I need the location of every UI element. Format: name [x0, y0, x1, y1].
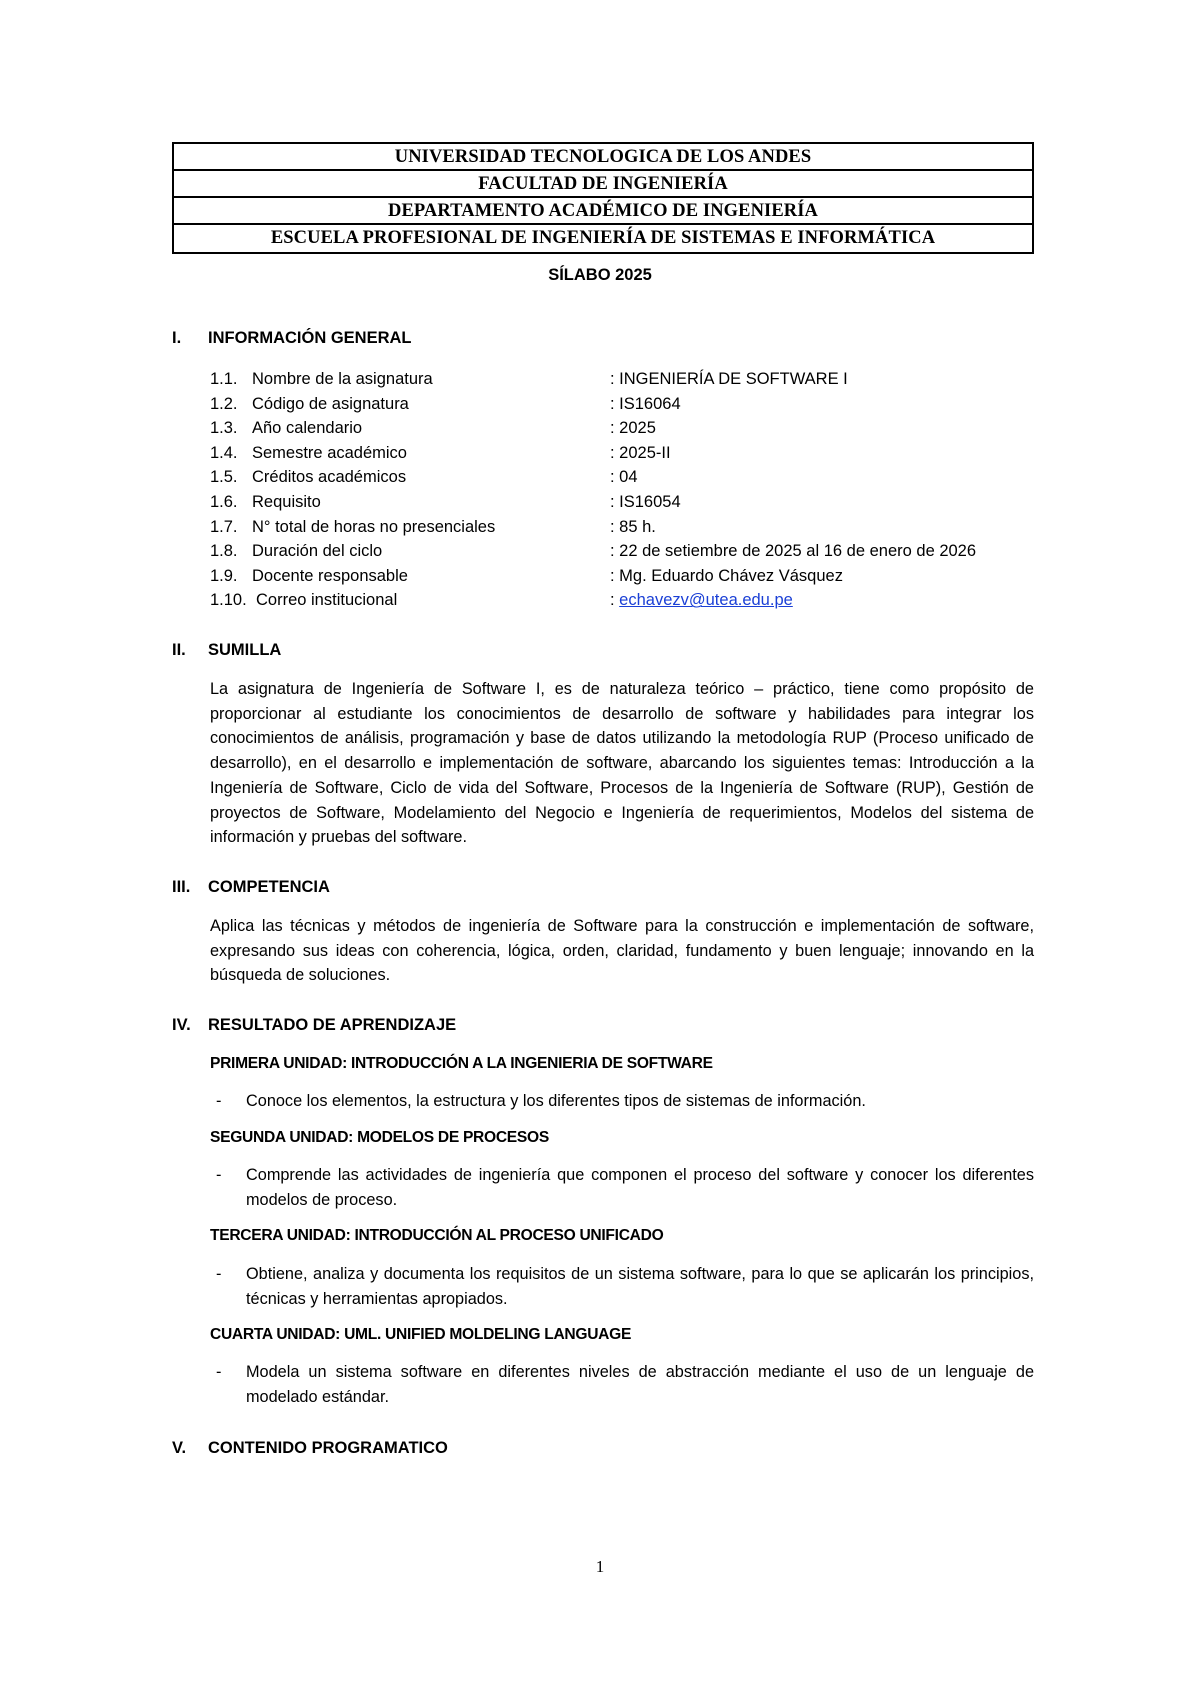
info-label: Créditos académicos — [252, 468, 407, 487]
info-row-semester — [210, 441, 1050, 466]
section-heading-resultado — [172, 1016, 456, 1035]
info-label: N° total de horas no presenciales — [252, 517, 496, 536]
institution-header — [172, 142, 1034, 254]
outcome-text: Modela un sistema software en diferentes niveles de abstracción mediante el uso de un lenguaje de modelado estándar. — [246, 1363, 1034, 1406]
info-label: Año calendario — [252, 419, 363, 438]
section-number: IV. — [172, 1016, 191, 1034]
bullet-dash: - — [216, 1092, 222, 1110]
bullet-dash: - — [216, 1166, 222, 1184]
unit-title-4: CUARTA UNIDAD: UML. UNIFIED MOLDELING LANGUAGE — [210, 1326, 632, 1343]
unit-title-3: TERCERA UNIDAD: INTRODUCCIÓN AL PROCESO UNIFICADO — [210, 1227, 664, 1244]
unit-title-1: PRIMERA UNIDAD: INTRODUCCIÓN A LA INGENIERIA DE SOFTWARE — [210, 1055, 713, 1072]
info-label: Requisito — [252, 492, 321, 511]
info-label: Nombre de la asignatura — [252, 370, 433, 388]
info-number: 1.10. — [210, 591, 247, 610]
info-number: 1.7. — [210, 517, 238, 536]
outcome-text: Comprende las actividades de ingeniería que componen el proceso del software y conocer los diferentes modelos de proceso. — [246, 1166, 1034, 1209]
unit-outcome-2 — [210, 1163, 1034, 1212]
section-heading-sumilla — [172, 641, 281, 660]
info-number: 1.8. — [210, 542, 238, 561]
outcome-text: Obtiene, analiza y documenta los requisitos de un sistema software, para lo que se aplicarán los principios, técnicas y herramientas apropiados. — [246, 1265, 1034, 1308]
unit-outcome-3 — [210, 1262, 1034, 1311]
unit-outcome-4 — [210, 1360, 1034, 1409]
info-value: : 2025 — [610, 419, 656, 438]
info-row-remote-hours — [210, 515, 1050, 540]
info-number: 1.9. — [210, 566, 238, 585]
info-number: 1.2. — [210, 394, 238, 413]
info-label: Semestre académico — [252, 443, 407, 462]
info-value: : 85 h. — [610, 517, 656, 536]
section-title: CONTENIDO PROGRAMATICO — [208, 1439, 448, 1457]
email-link[interactable]: echavezv@utea.edu.pe — [619, 591, 793, 610]
section-title: SUMILLA — [208, 641, 282, 659]
general-info-list — [210, 367, 1050, 613]
info-number: 1.1. — [210, 370, 238, 388]
info-row-instructor — [210, 564, 1050, 589]
info-row-prerequisite — [210, 490, 1050, 515]
section-number: I. — [172, 329, 182, 347]
info-row-calendar-year — [210, 416, 1050, 441]
school-name: ESCUELA PROFESIONAL DE INGENIERÍA DE SISTEMAS E INFORMÁTICA — [270, 228, 936, 248]
section-heading-contenido — [172, 1439, 448, 1458]
section-number: V. — [172, 1439, 187, 1457]
info-value: : 04 — [610, 468, 638, 487]
section-heading-competencia — [172, 878, 330, 897]
info-value: : 22 de setiembre de 2025 al 16 de enero de 2026 — [610, 542, 977, 561]
sumilla-paragraph: La asignatura de Ingeniería de Software I, es de naturaleza teórico – práctico, tiene como propósito de proporcionar al estudiante los conocimientos de desarrollo de software y habilidades para integrar los conocimientos de análisis, programación y base de datos utilizando la metodología RUP (Proceso unificado de desarrollo), en el desarrollo e implementación de software, abarcando los siguientes temas: Introducción a la Ingeniería de Software, Ciclo de vida del Software, Procesos de la Ingeniería de Software (RUP), Gestión de proyectos de Software, Modelamiento del Negocio e Ingeniería de requerimientos, Modelos del sistema de información y pruebas del software. — [210, 680, 1034, 847]
info-label: Código de asignatura — [252, 394, 409, 413]
bullet-dash: - — [216, 1363, 222, 1381]
document-title: SÍLABO 2025 — [548, 266, 652, 284]
section-number: III. — [172, 878, 191, 896]
info-number: 1.4. — [210, 443, 238, 462]
info-value: : IS16054 — [610, 492, 681, 511]
section-number: II. — [172, 641, 186, 659]
info-row-credits — [210, 465, 1050, 490]
info-row-cycle-duration — [210, 539, 1050, 564]
section-title: COMPETENCIA — [208, 878, 330, 896]
section-title: INFORMACIÓN GENERAL — [208, 329, 412, 347]
info-row-course-name — [210, 367, 1050, 392]
faculty-name: FACULTAD DE INGENIERÍA — [174, 171, 1032, 198]
info-label: Docente responsable — [252, 566, 408, 585]
info-value: : INGENIERÍA DE SOFTWARE I — [610, 370, 848, 388]
info-value — [610, 588, 793, 613]
bullet-dash: - — [216, 1265, 222, 1283]
info-value: : 2025-II — [610, 443, 671, 462]
outcome-text: Conoce los elementos, la estructura y los diferentes tipos de sistemas de información. — [246, 1092, 866, 1110]
page-number: 1 — [595, 1557, 605, 1576]
unit-title-2: SEGUNDA UNIDAD: MODELOS DE PROCESOS — [210, 1129, 549, 1146]
info-label: Duración del ciclo — [252, 542, 383, 561]
competencia-paragraph: Aplica las técnicas y métodos de ingeniería de Software para la construcción e implementación de software, expresando sus ideas con coherencia, lógica, orden, claridad, fundamento y buen lenguaje; innovando en la búsqueda de soluciones. — [210, 917, 1034, 985]
info-label: Correo institucional — [256, 591, 398, 610]
info-value: : IS16064 — [610, 394, 681, 413]
university-name: UNIVERSIDAD TECNOLOGICA DE LOS ANDES — [174, 144, 1032, 171]
info-row-email — [210, 588, 1050, 613]
section-heading-general — [172, 329, 412, 348]
section-title: RESULTADO DE APRENDIZAJE — [208, 1016, 457, 1034]
info-value: : Mg. Eduardo Chávez Vásquez — [610, 566, 843, 585]
info-number: 1.5. — [210, 468, 238, 487]
value-prefix: : — [610, 591, 620, 610]
info-number: 1.6. — [210, 492, 238, 511]
info-number: 1.3. — [210, 419, 238, 438]
department-name: DEPARTAMENTO ACADÉMICO DE INGENIERÍA — [174, 198, 1032, 225]
unit-outcome-1 — [210, 1089, 1034, 1114]
info-row-course-code — [210, 392, 1050, 417]
